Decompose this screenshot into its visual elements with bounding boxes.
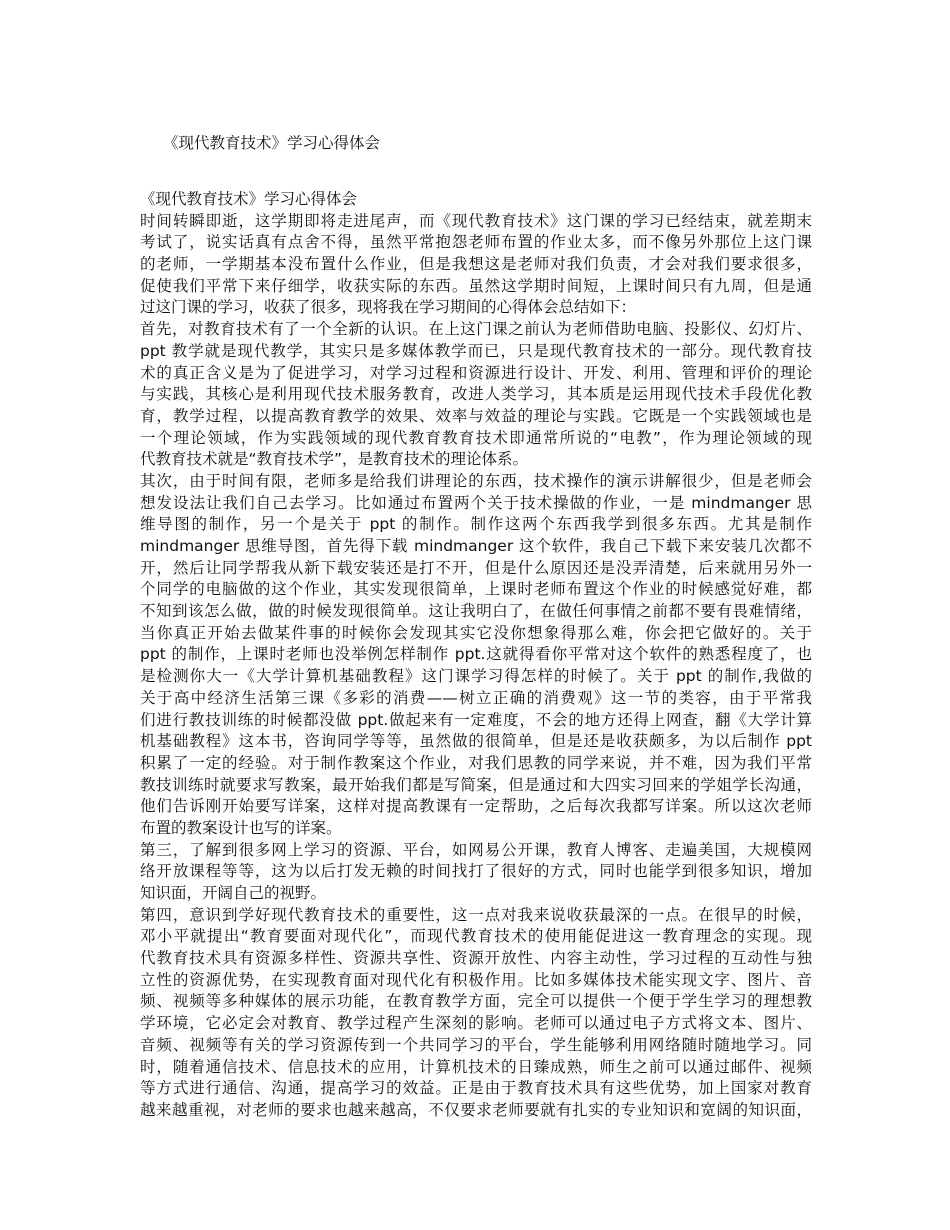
body-line [140,1122,812,1144]
body-line: 音频、视频等有关的学习资源传到一个共同学习的平台，学生能够利用网络随时随地学习。同 [140,1035,812,1054]
body-line: 是检测你大一《大学计算机基础教程》这门课学习得怎样的时候了。关于 ppt 的制作,我做的 [140,667,812,686]
body-line: 考试了，说实话真有点舍不得，虽然平常抱怨老师布置的作业太多，而不像另外那位上这门课 [140,233,812,252]
body-line: 代教育技术就是“教育技术学”，是教育技术的理论体系。 [140,450,529,469]
body-line: 时，随着通信技术、信息技术的应用，计算机技术的日臻成熟，师生之前可以通过邮件、视频 [140,1057,812,1076]
body-line: 第三，了解到很多网上学习的资源、平台，如网易公开课，教育人博客、走遍美国，大规模网 [140,840,812,859]
body-line: 等方式进行通信、沟通，提高学习的效益。正是由于教育技术具有这些优势，加上国家对教育 [140,1079,812,1098]
body-line: 维导图的制作，另一个是关于 ppt 的制作。制作这两个东西我学到很多东西。尤其是制作 [140,515,812,534]
body-line: 时间转瞬即逝，这学期即将走进尾声，而《现代教育技术》这门课的学习已经结束，就差期末 [140,211,812,230]
body-line: 的老师，一学期基本没布置什么作业，但是我想这是老师对我们负责，才会对我们要求很多， [140,255,812,274]
body-line: 他们告诉刚开始要写详案，这样对提高教课有一定帮助，之后每次我都写详案。所以这次老师 [140,797,812,816]
body-line: 不知到该怎么做，做的时候发现很简单。这让我明白了，在做任何事情之前都不要有畏难情绪， [140,602,812,621]
body-line: 个同学的电脑做的这个作业，其实发现很简单，上课时老师布置这个作业的时候感觉好难，都 [140,580,812,599]
body-line: 代教育技术具有资源多样性、资源共享性、资源开放性、内容主动性，学习过程的互动性与独 [140,949,812,968]
body-line: 过这门课的学习，收获了很多，现将我在学习期间的心得体会总结如下： [140,298,637,317]
body-line: 开，然后让同学帮我从新下载安装还是打不开，但是什么原因还是没弄清楚，后来就用另外一 [140,558,812,577]
body-line: 知识面，开阔自己的视野。 [140,884,327,902]
body-line: 络开放课程等等，这为以后打发无赖的时间找打了很好的方式，同时也能学到很多知识，增加 [140,862,812,881]
body-line: 第四，意识到学好现代教育技术的重要性，这一点对我来说收获最深的一点。在很早的时候， [140,905,812,924]
document-title: 《现代教育技术》学习心得体会 [163,134,381,152]
body-line: 频、视频等多种媒体的展示功能，在教育教学方面，完全可以提供一个便于学生学习的理想教 [140,992,812,1011]
body-line: 想发设法让我们自己去学习。比如通过布置两个关于技术操做的作业，一是 mindmanger 思 [140,493,812,512]
body-line: 教技训练时就要求写教案，最开始我们都是写简案，但是通过和大四实习回来的学姐学长沟通， [140,775,812,794]
document-body [140,189,812,1143]
body-line: 布置的教案设计也写的详案。 [140,818,342,837]
body-line: 机基础教程》这本书，咨询同学等等，虽然做的很简单，但是还是收获颇多，为以后制作 ppt [140,732,812,751]
body-line: 邓小平就提出“教育要面对现代化”，而现代教育技术的使用能促进这一教育理念的实现。现 [140,927,812,946]
body-line: 《现代教育技术》学习心得体会 [140,190,358,208]
body-line: 术的真正含义是为了促进学习，对学习过程和资源进行设计、开发、利用、管理和评价的理论 [140,363,812,382]
body-line: 学环境，它必定会对教育、教学过程产生深刻的影响。老师可以通过电子方式将文本、图片、 [140,1014,812,1033]
body-line: 立性的资源优势，在实现教育面对现代化有积极作用。比如多媒体技术能实现文字、图片、音 [140,970,812,989]
body-line: 关于高中经济生活第三课《多彩的消费——树立正确的消费观》这一节的类容，由于平常我 [140,688,812,707]
body-line: 们进行教技训练的时候都没做 ppt.做起来有一定难度，不会的地方还得上网查，翻《大学计算 [140,710,812,729]
body-line: 与实践，其核心是利用现代技术服务教育，改进人类学习，其本质是运用现代技术手段优化教 [140,385,812,404]
body-line: ppt 教学就是现代教学，其实只是多媒体教学而已，只是现代教育技术的一部分。现代教育技 [140,341,812,360]
body-line: 育，教学过程，以提高教育教学的效果、效率与效益的理论与实践。它既是一个实践领域也是 [140,406,812,425]
body-line: mindmanger 思维导图，首先得下载 mindmanger 这个软件，我自己下载下来安装几次都不 [140,537,812,555]
body-line: 越来越重视，对老师的要求也越来越高，不仅要求老师要就有扎实的专业知识和宽阔的知识面， [140,1100,812,1119]
body-line: 当你真正开始去做某件事的时候你会发现其实它没你想象得那么难，你会把它做好的。关于 [140,623,812,642]
body-line: 促使我们平常下来仔细学，收获实际的东西。虽然这学期时间短，上课时间只有九周，但是通 [140,276,812,295]
body-line: 一个理论领域，作为实践领域的现代教育教育技术即通常所说的“电教”，作为理论领域的现 [140,428,812,447]
body-line: 积累了一定的经验。对于制作教案这个作业，对我们思教的同学来说，并不难，因为我们平常 [140,753,812,772]
body-line: 其次，由于时间有限，老师多是给我们讲理论的东西，技术操作的演示讲解很少，但是老师会 [140,471,812,490]
body-line: ppt 的制作，上课时老师也没举例怎样制作 ppt.这就得看你平常对这个软件的熟悉程度了，也 [140,645,812,664]
body-line: 首先，对教育技术有了一个全新的认识。在上这门课之前认为老师借助电脑、投影仪、幻灯片、 [140,320,812,339]
